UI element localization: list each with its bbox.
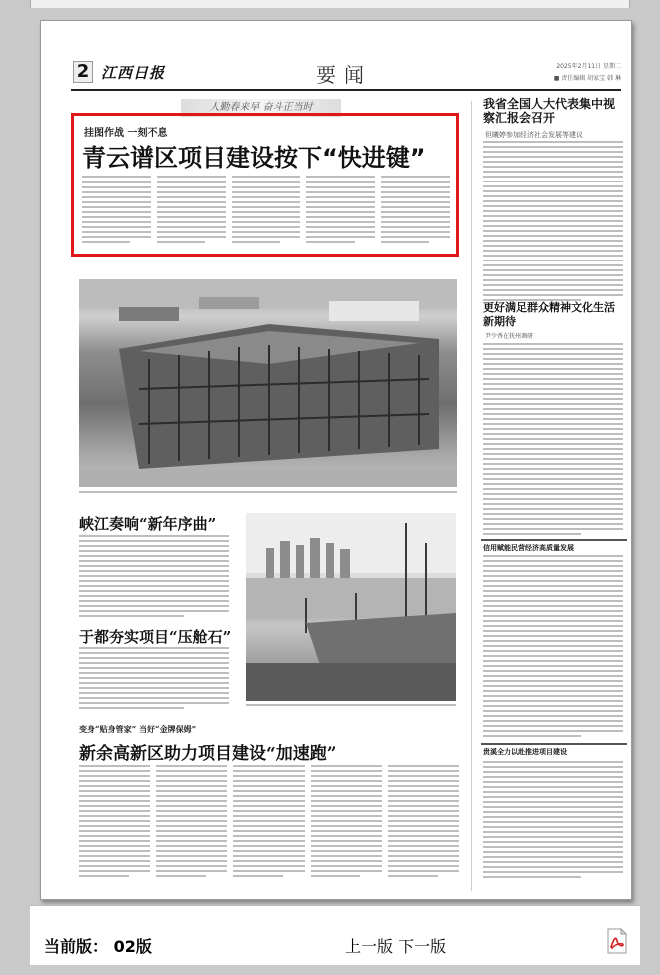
column-banner: 人勤春来早 奋斗正当时 (181, 99, 341, 117)
story-yudu-title[interactable]: 于都夯实项目“压舱石” (79, 628, 232, 646)
section-title: 要闻 (316, 63, 372, 87)
page-number: 2 (73, 61, 93, 83)
lead-body-text (82, 176, 450, 252)
edition-nav-links (345, 934, 446, 957)
story-xinyu-title[interactable]: 新余高新区助力项目建设“加速跑” (79, 744, 337, 764)
current-edition (44, 934, 152, 957)
lead-headline[interactable]: 青云谱区项目建设按下“快进键” (82, 144, 426, 172)
paper-name-logo: 江西日报 (101, 64, 166, 82)
edition-nav-bar (30, 905, 640, 965)
current-edition-value: 02版 (113, 937, 152, 956)
story-xiajiang-title[interactable]: 峡江奏响“新年序曲” (79, 515, 217, 533)
current-edition-label: 当前版： (44, 937, 109, 956)
frame-top-edge (30, 0, 630, 8)
pdf-download-icon[interactable] (606, 928, 628, 954)
main-photo-caption (79, 491, 457, 497)
column-divider (471, 101, 472, 891)
story-npc-body (483, 141, 623, 301)
section-rule-guixi (481, 743, 627, 745)
story-yudu-body (79, 647, 229, 717)
story-culture-title[interactable]: 更好满足群众精神文化生活新期待 (483, 301, 615, 328)
lead-story-highlight[interactable] (71, 113, 459, 257)
newspaper-page[interactable] (40, 20, 632, 900)
story-culture-body (483, 343, 623, 538)
story-credit-body (483, 555, 623, 745)
next-edition-link[interactable]: 下一版 (398, 937, 447, 956)
story-npc-title[interactable]: 我省全国人大代表集中视察汇报会召开 (483, 97, 616, 125)
story-xiajiang-body (79, 535, 229, 625)
story-credit-title[interactable]: 信用赋能民营经济高质量发展 (483, 544, 574, 552)
story-npc-subtitle: 但曦婷参加经济社会发展等建议 (485, 131, 583, 139)
editors-line: ■ 责任编辑 胡家宝 韩 琳 (553, 75, 621, 82)
issue-date: 2025年2月11日 星期二 (556, 63, 621, 70)
story-guixi-body (483, 761, 623, 886)
bridge-photo-caption (246, 704, 456, 710)
lead-kicker: 挂图作战 一刻不息 (84, 128, 168, 139)
story-xinyu-kicker: 变身“贴身管家” 当好“金牌保姆” (79, 724, 197, 734)
section-rule-credit (481, 539, 627, 541)
bridge-construction-photo (246, 513, 456, 701)
story-xinyu-body (79, 765, 459, 891)
masthead (71, 59, 621, 91)
story-culture-subtitle: 尹少香在抚州调研 (485, 333, 534, 340)
story-guixi-title[interactable]: 贵溪全力以赴推进项目建设 (483, 748, 567, 756)
construction-site-photo (79, 279, 457, 487)
prev-edition-link[interactable]: 上一版 (345, 937, 394, 956)
